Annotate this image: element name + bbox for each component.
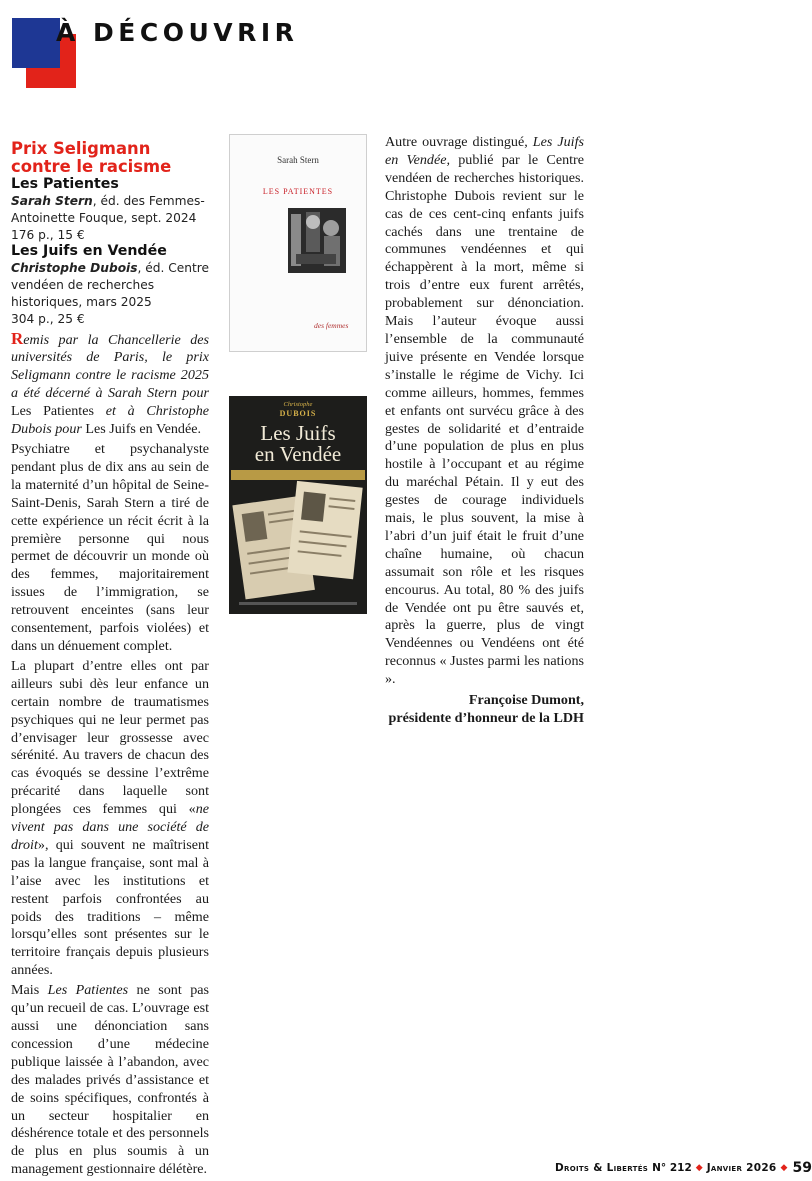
footer-separator-icon: ◆ (695, 1163, 703, 1173)
book-publisher-line-1: Christophe Dubois, éd. Centre (11, 261, 209, 276)
page-number: 59 (792, 1160, 812, 1176)
prize-line-1: Prix Seligmann (11, 139, 151, 158)
section-title: À DÉCOUVRIR (56, 18, 299, 47)
signature-name: Françoise Dumont, (468, 692, 584, 709)
book-title: Les Patientes (11, 176, 119, 192)
cover-band (231, 470, 365, 480)
book-info-patientes (11, 176, 209, 243)
cover-author-first: Christophe (283, 401, 313, 408)
footer-date: Janvier 2026 (706, 1162, 777, 1174)
cover-publisher-logo: des femmes (314, 321, 349, 330)
logo-blue-square (12, 18, 60, 68)
cover-title: Les Juifs en Vendée (254, 421, 342, 466)
book-price: 304 p., 25 € (11, 311, 85, 326)
prize-heading (11, 140, 209, 176)
book-cover-patientes (229, 134, 367, 352)
book-publisher-line-1: Sarah Stern, éd. des Femmes- (11, 194, 205, 208)
book-author: Sarah Stern (11, 194, 93, 208)
body-paragraph-4: Autre ouvrage distingué, Les Juifs en Vendée, publié par le Centre vendéen de recherches historiques. Christophe Dubois revient sur le cas de ces cent-cinq enfants juifs cachés dans une trentaine de communes vendéennes et qui échappèrent à la mort, même si trois d’entre eux furent arrêtés, probablement sur dénonciation. Mais l’auteur évoque aussi l’ensemble de la communauté juive présente en Vendée lorsque s’installe le régime de Vichy. Ici comme ailleurs, hommes, femmes et enfants ont survécu grâce à des gestes de solidarité et d’entraide d’une population de plus en plus hostile à l’occupant et au régime du maréchal Pétain. Il y eut des gestes de courage individuels mais, le plus souvent, la mise à l’abri d’un juif était le fruit d’une chaîne humaine, où chacun assumait son rôle et les risques encourus. Au total, 80 % des juifs de Vendée ont pu être sauvés et, après la guerre, plus de vingt Vendéennes ou Vendéens ont été reconnus « Justes parmi les nations ». (385, 134, 584, 688)
prize-line-2: contre le racisme (11, 157, 172, 176)
book-info-juifs (11, 243, 209, 327)
book-cover-juifs-en-vendee (229, 396, 367, 614)
footer-magazine: Droits & Libertés (555, 1162, 649, 1174)
drop-cap: R (11, 328, 24, 348)
book-title: Les Juifs en Vendée (11, 243, 167, 260)
book-publisher-line-2: Antoinette Fouque, sept. 2024 (11, 210, 197, 225)
cover-author: Sarah Stern (277, 155, 319, 165)
book-price: 176 p., 15 € (11, 227, 85, 242)
column-3 (385, 134, 584, 728)
cover-documents-illustration (229, 480, 367, 614)
book-publisher-line-2: vendéen de recherches (11, 278, 155, 293)
cover-author-last: DUBOIS (279, 409, 317, 418)
intro-paragraph: Remis par la Chancellerie des universités de Paris, le prix Seligmann contre le racisme 2025 a été décerné à Sarah Stern pour Les Patientes et à Christophe Dubois pour Les Juifs en Vendée. (11, 328, 209, 438)
book-publisher-line-3: historiques, mars 2025 (11, 294, 152, 309)
column-1 (11, 140, 209, 1179)
page-footer (555, 1158, 812, 1178)
body-paragraph-1: Psychiatre et psychanalyste pendant plus de dix ans au sein de la maternité d’un hôpital de Seine-Saint-Denis, Sarah Stern a tiré de cette expérience un récit écrit à la première personne qui nous permet de découvrir un monde où des femmes, majoritairement issues de l’immigration, se retrouvent enceintes (sans leur consentement, parfois violées) et dans un dénuement complet. (11, 441, 209, 654)
body-paragraph-3: Mais Les Patientes ne sont pas qu’un recueil de cas. L’ouvrage est aussi une dénonciation sans concession d’une médecine publique laissée à l’abandon, avec des malades privés d’assistance et de soins spécifiques, confrontés à un secteur hospitalier en déshérence totale et des personnels de plus en plus soumis à un management gestionnaire délétère. (11, 982, 209, 1178)
signature (385, 692, 584, 728)
book-author: Christophe Dubois (11, 261, 138, 276)
footer-issue: N° 212 (652, 1162, 692, 1174)
signature-role: présidente d’honneur de la LDH (388, 710, 584, 726)
cover-title: LES PATIENTES (262, 187, 334, 196)
cover-photo (288, 208, 346, 273)
footer-separator-icon: ◆ (780, 1163, 788, 1173)
body-paragraph-2: La plupart d’entre elles ont par ailleurs subi dès leur enfance un certain nombre de traumatismes psychiques qui ne leur permet pas d’envisager leur grossesse avec sérénité. Au travers de chacun des cas évoqués se dessine l’extrême précarité dans laquelle sont plongées ces femmes qui «ne vivent pas dans une société de droit», qui souvent ne maîtrisent pas la langue française, sont mal à l’aise avec les institutions et restent parfois confrontées au poids des traditions – même lorsqu’elles sont présentes sur le territoire français depuis plusieurs années. (11, 657, 209, 979)
